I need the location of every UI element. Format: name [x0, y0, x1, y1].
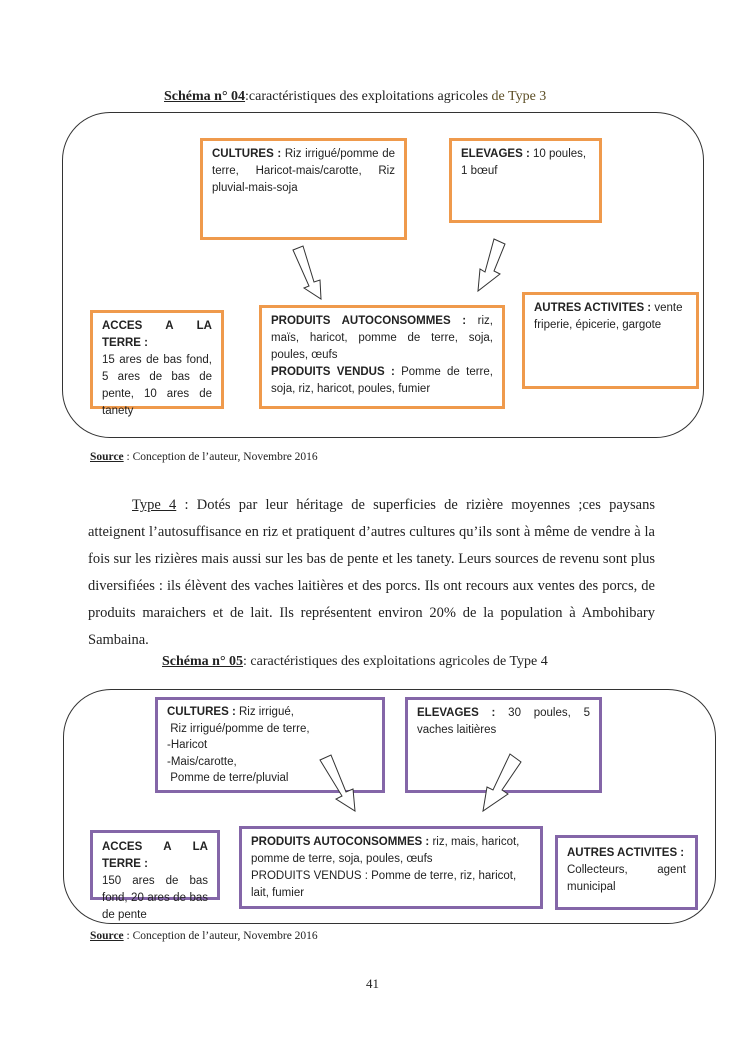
- schema5-cultures-label: CULTURES :: [167, 706, 236, 718]
- schema5-caption-label: Schéma n° 05: [162, 654, 244, 669]
- schema4-autres-label: AUTRES ACTIVITES :: [534, 302, 652, 314]
- schema4-source-text: : Conception de l’auteur, Novembre 2016: [123, 451, 318, 463]
- schema5-cultures-line3: -Haricot: [167, 739, 208, 751]
- schema4-source: [90, 451, 318, 463]
- schema5-cultures-line2: Riz irrigué/pomme de terre,: [170, 722, 310, 735]
- schema5-produits-text2: PRODUITS VENDUS : Pomme de terre, riz, haricot, lait, fumier: [251, 870, 517, 899]
- schema4-produits-text2: Pomme de terre, soja, riz, haricot, poules, fumier: [271, 366, 493, 395]
- type4-label: Type 4: [132, 497, 177, 513]
- schema4-produits-label1: PRODUITS AUTOCONSOMMES :: [271, 315, 467, 327]
- schema4-acces-label: ACCES A LA TERRE :: [102, 320, 212, 349]
- schema4-autres-text: vente friperie, épicerie, gargote: [534, 302, 683, 331]
- schema4-produits-label2: PRODUITS VENDUS :: [271, 366, 395, 378]
- schema5-cultures-line4: -Mais/carotte,: [167, 755, 237, 768]
- type4-paragraph: [88, 492, 655, 654]
- schema5-elevages-text: 30 poules, 5 vaches laitières: [417, 707, 590, 736]
- page-number: 41: [366, 976, 379, 991]
- schema4-source-label: Source: [90, 451, 124, 463]
- schema4-produits-text1: riz, maïs, haricot, pomme de terre, soja, poules, œufs: [271, 315, 493, 361]
- schema5-caption-text: : caractéristiques des exploitations agricoles de Type 4: [243, 654, 548, 669]
- schema4-arrow-left-icon: [290, 242, 330, 302]
- schema4-produits-box: [259, 305, 505, 409]
- schema5-acces-label: ACCES A LA TERRE :: [102, 841, 208, 870]
- schema4-autres-box: [522, 292, 699, 389]
- schema4-cultures-text: Riz irrigué/pomme de terre, Haricot-mais/carotte, Riz pluvial-mais-soja: [212, 148, 395, 194]
- schema5-arrow-left-icon: [318, 752, 362, 814]
- schema4-caption-type: de Type 3: [491, 89, 547, 104]
- type4-text: : Dotés par leur héritage de superficies de rizière moyennes ;ces paysans atteignent l’autosuffisance en riz et pratiquent d’autres cultures qu’ils sont à même de vendre à la fois sur les rizières mais aussi sur les bas de pente et les tanety. Leurs sources de revenu sont plus diversifiées : ils élèvent des vaches laitières et des porcs. Ils ont recours aux ventes des porcs, de produits maraichers et de lait. Ils représentent environ 20% de la population à Ambohibary Sambaina.: [88, 497, 655, 648]
- schema5-arrow-right-icon: [477, 752, 525, 814]
- schema4-acces-box: [90, 310, 224, 417]
- schema4-caption-text: :caractéristiques des exploitations agricoles: [245, 89, 492, 104]
- schema5-elevages-label: ELEVAGES :: [417, 707, 496, 719]
- schema4-cultures-box: [200, 138, 407, 240]
- schema4-caption: [164, 89, 546, 105]
- schema5-produits-box: [239, 826, 543, 909]
- schema5-autres-box: [555, 835, 698, 910]
- schema4-elevages-box: [449, 138, 602, 223]
- schema5-autres-text: Collecteurs, agent municipal: [567, 864, 686, 893]
- schema5-cultures-line5: Pomme de terre/pluvial: [170, 772, 289, 784]
- schema5-autres-label: AUTRES ACTIVITES :: [567, 847, 685, 859]
- schema5-produits-label1: PRODUITS AUTOCONSOMMES :: [251, 836, 430, 848]
- schema4-caption-label: Schéma n° 04: [164, 89, 246, 104]
- schema4-acces-text: 15 ares de bas fond, 5 ares de bas de pente, 10 ares de tanety: [102, 354, 212, 417]
- schema4-elevages-text: 10 poules, 1 bœuf: [461, 148, 587, 177]
- schema5-produits-text1: riz, mais, haricot, pomme de terre, soja, poules, œufs: [251, 836, 520, 865]
- schema5-cultures-line1: Riz irrigué,: [238, 706, 294, 718]
- schema5-acces-box: [90, 830, 220, 921]
- schema5-caption: [162, 654, 548, 670]
- schema5-source: [90, 930, 318, 942]
- schema5-acces-text: 150 ares de bas fond, 20 ares de bas de pente: [102, 875, 208, 921]
- schema4-cultures-label: CULTURES :: [212, 148, 282, 160]
- schema4-arrow-right-icon: [472, 237, 512, 295]
- schema5-source-label: Source: [90, 930, 124, 942]
- schema4-elevages-label: ELEVAGES :: [461, 148, 530, 160]
- schema5-source-text: : Conception de l’auteur, Novembre 2016: [123, 930, 318, 942]
